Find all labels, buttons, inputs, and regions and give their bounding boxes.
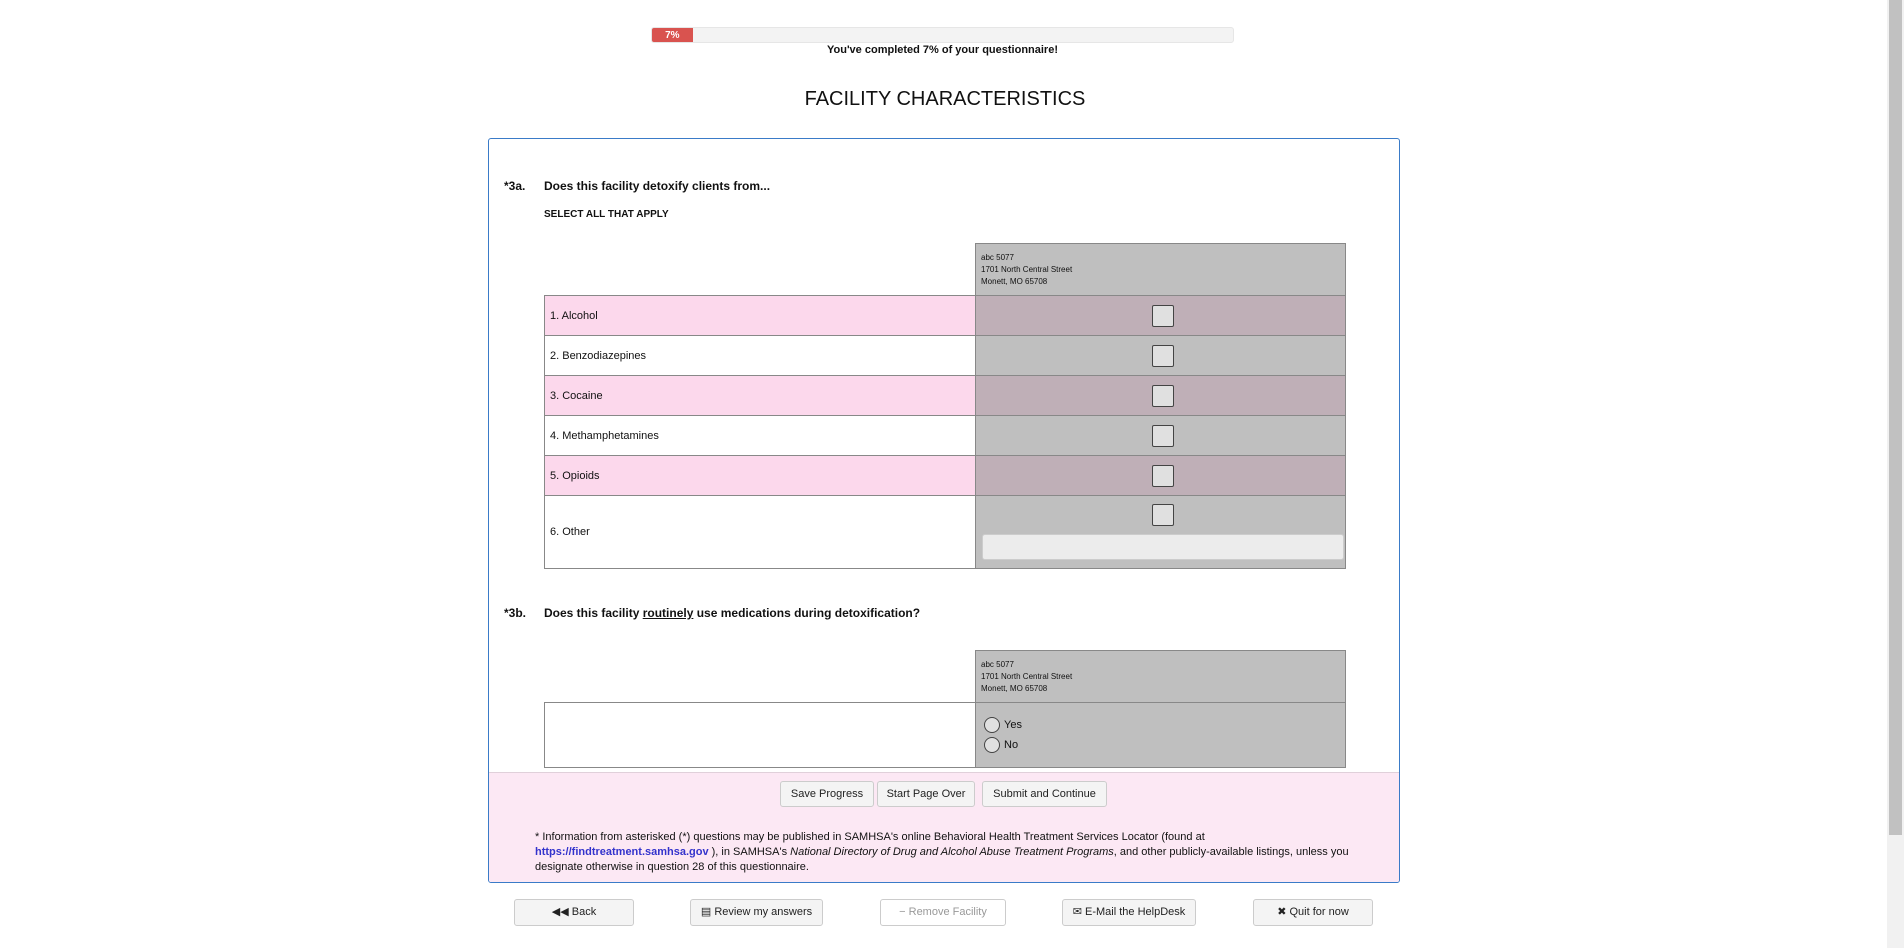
table-row	[545, 496, 1346, 569]
question-number: *3a.	[504, 179, 526, 193]
scrollbar-thumb[interactable]	[1889, 0, 1902, 835]
facility-name: abc 5077	[981, 252, 1014, 262]
question-text: Does this facility detoxify clients from...	[544, 179, 771, 193]
benzodiazepines-checkbox[interactable]	[1152, 345, 1174, 367]
no-radio[interactable]	[984, 737, 1345, 753]
facility-street: 1701 North Central Street	[981, 264, 1073, 274]
findtreatment-link[interactable]: https://findtreatment.samhsa.gov	[535, 846, 709, 858]
option-label: 1. Alcohol	[545, 296, 976, 336]
other-specify-input[interactable]	[982, 534, 1344, 560]
question-number: *3b.	[504, 606, 527, 620]
remove-facility-button[interactable]: − Remove Facility	[880, 899, 1006, 926]
opioids-checkbox[interactable]	[1152, 465, 1174, 487]
methamphetamines-checkbox[interactable]	[1152, 425, 1174, 447]
option-label: 6. Other	[545, 496, 976, 569]
instruction: SELECT ALL THAT APPLY	[544, 209, 669, 220]
cocaine-checkbox[interactable]	[1152, 385, 1174, 407]
email-helpdesk-button[interactable]: ✉ E-Mail the HelpDesk	[1062, 899, 1196, 926]
table-row	[545, 336, 1346, 376]
progress-text: You've completed 7% of your questionnaire!	[826, 44, 1058, 56]
rewind-icon: ◀◀	[551, 906, 569, 918]
other-checkbox[interactable]	[1152, 504, 1174, 526]
question-text: Does this facility routinely use medications during detoxification?	[544, 606, 921, 620]
option-label: 3. Cocaine	[545, 376, 976, 416]
table-row	[545, 296, 1346, 336]
save-progress-button[interactable]: Save Progress	[780, 781, 874, 807]
yes-label: Yes	[1004, 719, 1022, 731]
option-label: 2. Benzodiazepines	[545, 336, 976, 376]
envelope-icon: ✉	[1072, 906, 1082, 918]
close-icon: ✖	[1277, 906, 1287, 918]
q3b-table	[544, 650, 1346, 768]
option-label: 4. Methamphetamines	[545, 416, 976, 456]
start-page-over-button[interactable]: Start Page Over	[877, 781, 975, 807]
facility-name: abc 5077	[981, 659, 1014, 669]
back-button[interactable]: ◀◀ Back	[514, 899, 634, 926]
table-row	[545, 416, 1346, 456]
q3a-table	[544, 243, 1346, 569]
alcohol-checkbox[interactable]	[1152, 305, 1174, 327]
list-icon: ▤	[700, 906, 712, 918]
option-label: 5. Opioids	[545, 456, 976, 496]
facility-header	[976, 244, 1346, 296]
review-answers-button[interactable]: ▤ Review my answers	[690, 899, 823, 926]
yes-radio[interactable]	[984, 717, 1345, 733]
page-title: FACILITY CHARACTERISTICS	[804, 88, 1086, 110]
no-label: No	[1004, 739, 1019, 751]
progress-bar	[651, 27, 1234, 43]
progress-fill: 7%	[652, 28, 693, 42]
quit-button[interactable]: ✖ Quit for now	[1253, 899, 1373, 926]
facility-header	[976, 651, 1346, 703]
facility-city: Monett, MO 65708	[981, 276, 1048, 286]
table-row	[545, 456, 1346, 496]
question-card	[488, 138, 1400, 883]
minus-icon: −	[899, 906, 906, 918]
disclosure-note: * Information from asterisked (*) questions may be published in SAMHSA's online Behavioral Health Treatment Services Locator (found at https://findtreatment.samhsa.gov ), in SAMHSA's National Directory of Drug and Alcohol Abuse Treatment Programs, and other publicly-available listings, unless you designate otherwise in question 28 of this questionnaire.	[535, 831, 1349, 873]
facility-street: 1701 North Central Street	[981, 671, 1073, 681]
table-row	[545, 376, 1346, 416]
submit-continue-button[interactable]: Submit and Continue	[982, 781, 1107, 807]
facility-city: Monett, MO 65708	[981, 683, 1048, 693]
